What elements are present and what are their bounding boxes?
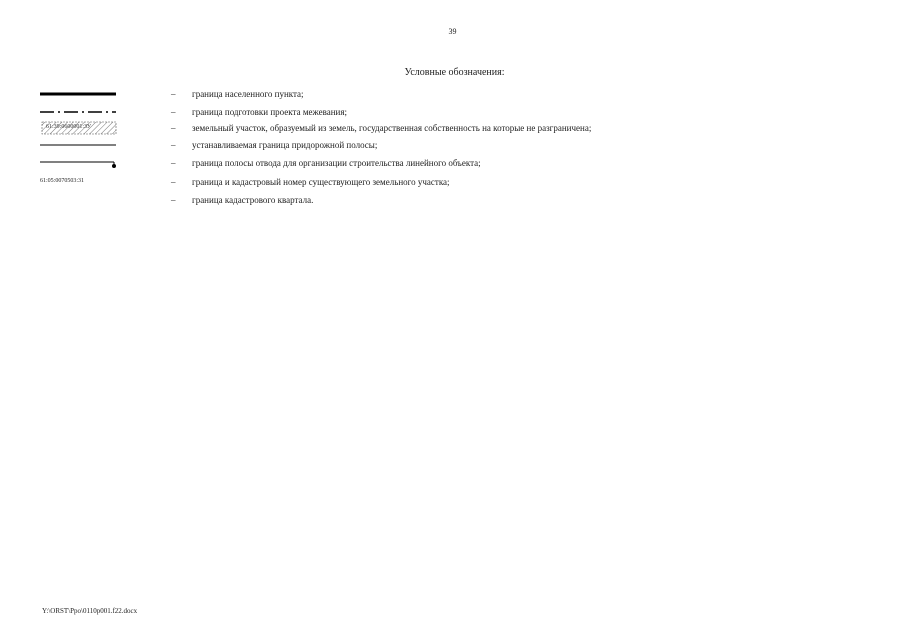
legend-item-right-of-way <box>40 156 840 170</box>
legend-description: граница подготовки проекта межевания; <box>192 107 348 117</box>
thick-solid-line-symbol <box>40 87 120 101</box>
dash-dot-line-symbol <box>40 105 120 119</box>
legend-dash: – <box>171 107 176 117</box>
legend-description: граница полосы отвода для организации строительства линейного объекта; <box>192 158 481 168</box>
legend-item-cadastral-quarter <box>40 193 840 207</box>
footer-file-path: Y:\ORST\Ppo\0110p001.f22.docx <box>42 607 138 615</box>
legend-item-existing-parcel <box>40 175 840 189</box>
legend-item-new-parcel <box>40 121 840 135</box>
legend-item-roadside-boundary <box>40 138 840 152</box>
page-number: 39 <box>448 27 457 36</box>
legend-description: граница кадастрового квартала. <box>192 195 314 205</box>
legend-description: земельный участок, образуемый из земель, государственная собственность на которые не разграничена; <box>192 123 592 133</box>
legend-dash: – <box>171 123 176 133</box>
legend-description: граница и кадастровый номер существующего земельного участка; <box>192 177 450 187</box>
line-with-marker-symbol <box>40 156 120 170</box>
parcel-label: 61:39:0600001:ЗУ <box>46 124 92 130</box>
legend-dash: – <box>171 195 176 205</box>
cadastral-number-label: 61:05:0070503:31 <box>40 178 85 184</box>
legend-dash: – <box>171 177 176 187</box>
legend-description: устанавливаемая граница придорожной полосы; <box>192 140 378 150</box>
legend-dash: – <box>171 158 176 168</box>
legend-title: Условные обозначения: <box>404 67 505 78</box>
legend-dash: – <box>171 140 176 150</box>
legend-dash: – <box>171 89 176 99</box>
legend-item-settlement-boundary <box>40 87 840 101</box>
legend-item-project-boundary <box>40 105 840 119</box>
legend-description: граница населенного пункта; <box>192 89 304 99</box>
thin-solid-line-symbol <box>40 138 120 152</box>
